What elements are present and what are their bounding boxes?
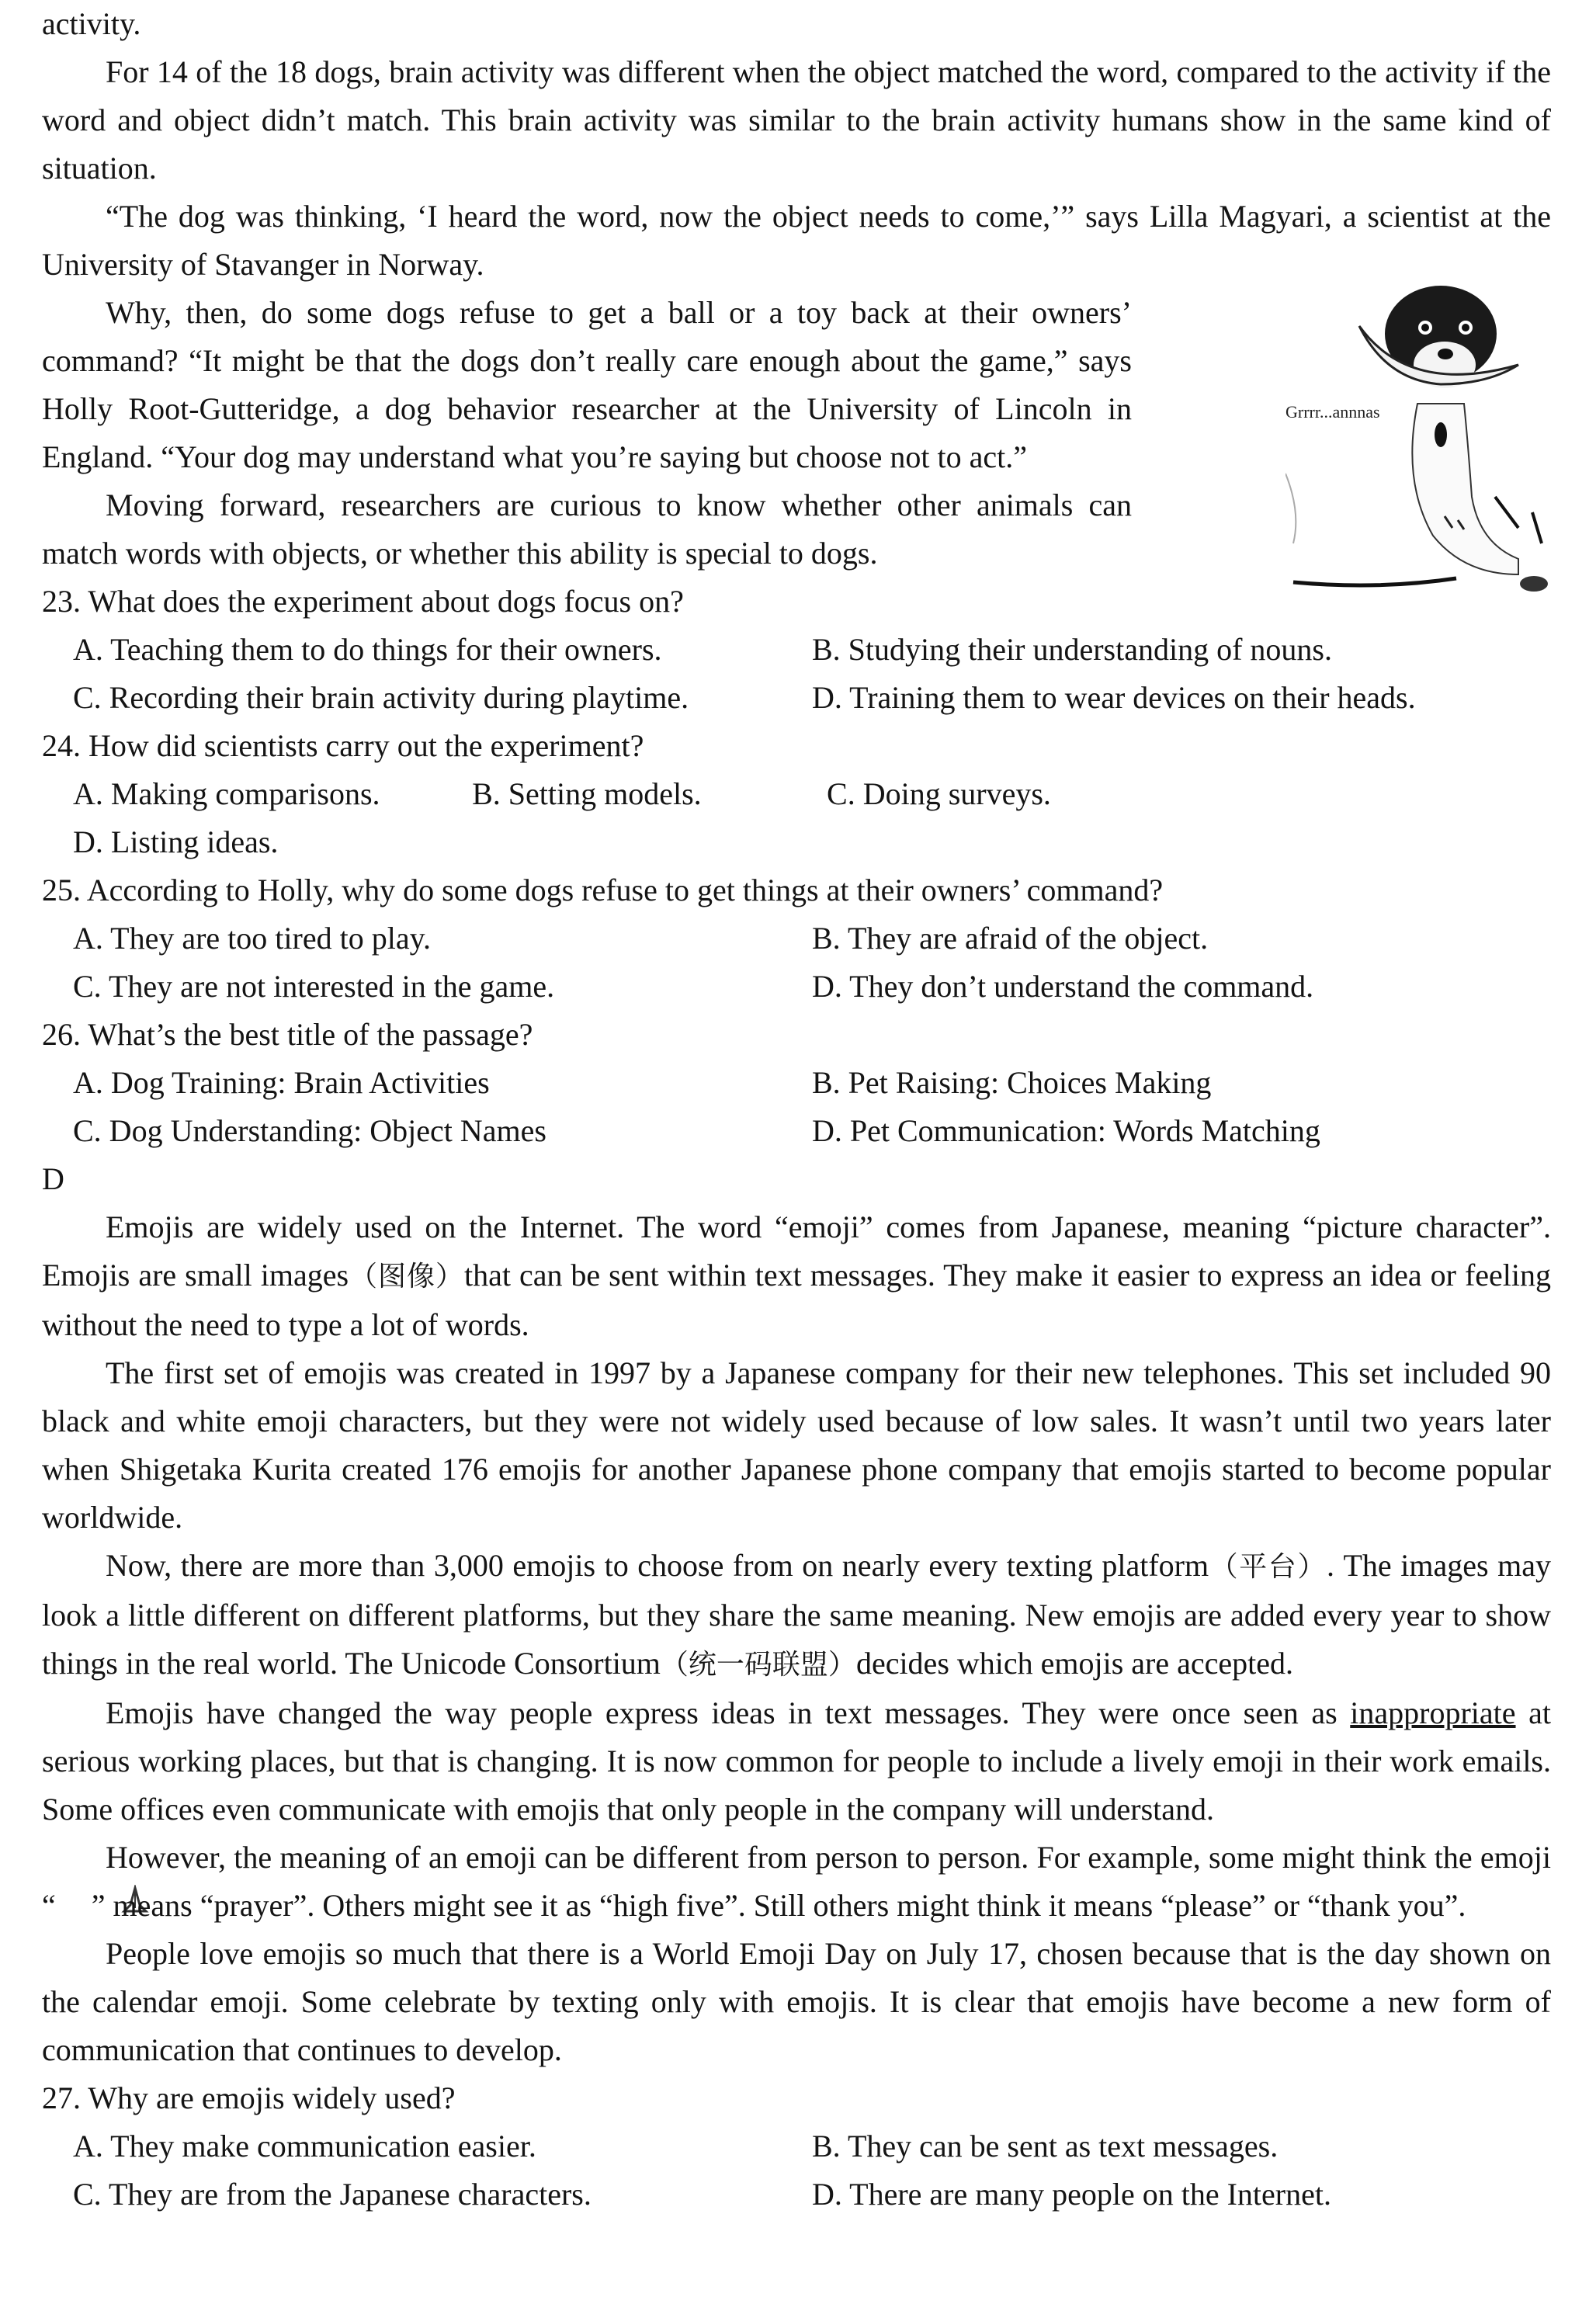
question-26-stem: 26. What’s the best title of the passage? — [42, 1017, 533, 1052]
question-23-option-d[interactable]: D. Training them to wear devices on their heads. — [812, 680, 1416, 715]
passage-d-paragraph-5 — [42, 1834, 1551, 1930]
passage-d-p3-text-a: Now, there are more than 3,000 emojis to choose from on nearly every texting platform — [106, 1548, 1209, 1583]
passage-d-paragraph-6: People love emojis so much that there is a World Emoji Day on July 17, chosen because that is the day shown on the calendar emoji. Some celebrate by texting only with emojis. It is clear that emojis have become a new form of communication that continues to develop. — [42, 1936, 1551, 2067]
passage-d-p1-text-b: that can be sent within text messages. They make it easier to express an idea or feeling without the need to type a lot of words. — [42, 1258, 1551, 1342]
question-24-stem: 24. How did scientists carry out the experiment? — [42, 728, 644, 763]
question-27-options — [42, 2122, 1551, 2219]
passage-d-p3-chinese-gloss-2: （统一码联盟） — [660, 1649, 856, 1681]
passage-d-p4-text-b: at serious working places, but that is changing. It is now common for people to include a lively emoji in their work emails. Some offices even communicate with emojis that only people in the company will understand. — [42, 1695, 1552, 1827]
question-27-option-b[interactable]: B. They can be sent as text messages. — [812, 2129, 1279, 2163]
question-24-option-d[interactable]: D. Listing ideas. — [73, 824, 279, 859]
question-25-option-c[interactable]: C. They are not interested in the game. — [73, 969, 555, 1004]
passage-d-p3-text-b: . The images may look a little different on different platforms, but they share the same meaning. New emojis are added every year to show things in the real world. The Unicode Consortium — [42, 1548, 1551, 1681]
question-27-stem: 27. Why are emojis widely used? — [42, 2080, 456, 2115]
passage-d-underlined-word: inappropriate — [1350, 1695, 1516, 1730]
question-24-option-c[interactable]: C. Doing surveys. — [827, 776, 1051, 811]
dog-illustration — [1285, 279, 1549, 613]
passage-c-paragraph-4: Moving forward, researchers are curious to know whether other animals can match words with objects, or whether this ability is special to dogs. — [42, 488, 1132, 571]
passage-d-p5-text-a: However, the meaning of an emoji can be different from person to person. For example, some might think the emoji “ — [42, 1840, 1551, 1923]
passage-d-p3-chinese-gloss-1: （平台） — [1209, 1551, 1327, 1583]
passage-d-p1-text-a: Emojis are widely used on the Internet. The word “emoji” comes from Japanese, meaning “picture character”. Emojis are small images — [42, 1209, 1551, 1293]
passage-c-paragraph-2: “The dog was thinking, ‘I heard the word, now the object needs to come,’” says Lilla Magyari, a scientist at the University of Stavanger in Norway. — [42, 199, 1551, 282]
question-26-option-a[interactable]: A. Dog Training: Brain Activities — [73, 1065, 490, 1100]
question-24-option-b[interactable]: B. Setting models. — [472, 776, 702, 811]
question-25-options — [42, 914, 1551, 1011]
passage-d-label: D — [42, 1161, 64, 1196]
passage-d-p4-text-a: Emojis have changed the way people express ideas in text messages. They were once seen as — [106, 1695, 1338, 1730]
passage-d-paragraph-3 — [42, 1542, 1551, 1689]
question-25-option-d[interactable]: D. They don’t understand the command. — [812, 969, 1314, 1004]
passage-c-tail-line: activity. — [42, 6, 141, 41]
dog-figure-caption: Grrrr...annnas — [1285, 402, 1380, 422]
question-24-option-a[interactable]: A. Making comparisons. — [73, 776, 380, 811]
passage-d-p1-chinese-gloss: （图像） — [349, 1261, 464, 1293]
question-26-options — [42, 1059, 1551, 1155]
passage-d-paragraph-1 — [42, 1203, 1551, 1349]
question-23-option-c[interactable]: C. Recording their brain activity during playtime. — [73, 680, 689, 715]
passage-d-p3-text-c: decides which emojis are accepted. — [855, 1646, 1294, 1681]
question-26-option-b[interactable]: B. Pet Raising: Choices Making — [812, 1065, 1212, 1100]
question-23-stem: 23. What does the experiment about dogs focus on? — [42, 584, 684, 619]
question-27-option-a[interactable]: A. They make communication easier. — [73, 2129, 536, 2163]
passage-d-p5-text-b: ” means “prayer”. Others might see it as “high five”. Still others might think it means “please” or “thank you”. — [91, 1888, 1466, 1923]
question-26-option-c[interactable]: C. Dog Understanding: Object Names — [73, 1113, 546, 1148]
question-27-option-c[interactable]: C. They are from the Japanese characters. — [73, 2177, 592, 2212]
question-27-option-d[interactable]: D. There are many people on the Internet. — [812, 2177, 1331, 2212]
passage-c-paragraph-1: For 14 of the 18 dogs, brain activity was different when the object matched the word, compared to the activity if the word and object didn’t match. This brain activity was similar to the brain activity humans show in the same kind of situation. — [42, 54, 1551, 186]
question-25-stem: 25. According to Holly, why do some dogs refuse to get things at their owners’ command? — [42, 873, 1164, 907]
question-24-options — [42, 770, 1551, 866]
passage-d-paragraph-2: The first set of emojis was created in 1997 by a Japanese company for their new telephones. This set included 90 black and white emoji characters, but they were not widely used because of low sales. It wasn’t until two years later when Shigetaka Kurita created 176 emojis for another Japanese phone company that emojis started to become popular worldwide. — [42, 1355, 1551, 1535]
question-25-option-a[interactable]: A. They are too tired to play. — [73, 921, 431, 956]
question-25-option-b[interactable]: B. They are afraid of the object. — [812, 921, 1209, 956]
question-23-option-a[interactable]: A. Teaching them to do things for their owners. — [73, 632, 662, 667]
passage-d-paragraph-4 — [42, 1689, 1551, 1834]
passage-c-paragraph-3: Why, then, do some dogs refuse to get a ball or a toy back at their owners’ command? “It might be that the dogs don’t really care enough about the game,” says Holly Root-Gutteridge, a dog behavior researcher at the University of Lincoln in England. “Your dog may understand what you’re saying but choose not to act.” — [42, 295, 1132, 474]
question-23-option-b[interactable]: B. Studying their understanding of nouns. — [812, 632, 1332, 667]
question-26-option-d[interactable]: D. Pet Communication: Words Matching — [812, 1113, 1320, 1148]
question-23-options — [42, 626, 1551, 722]
folded-hands-icon — [56, 1882, 92, 1930]
